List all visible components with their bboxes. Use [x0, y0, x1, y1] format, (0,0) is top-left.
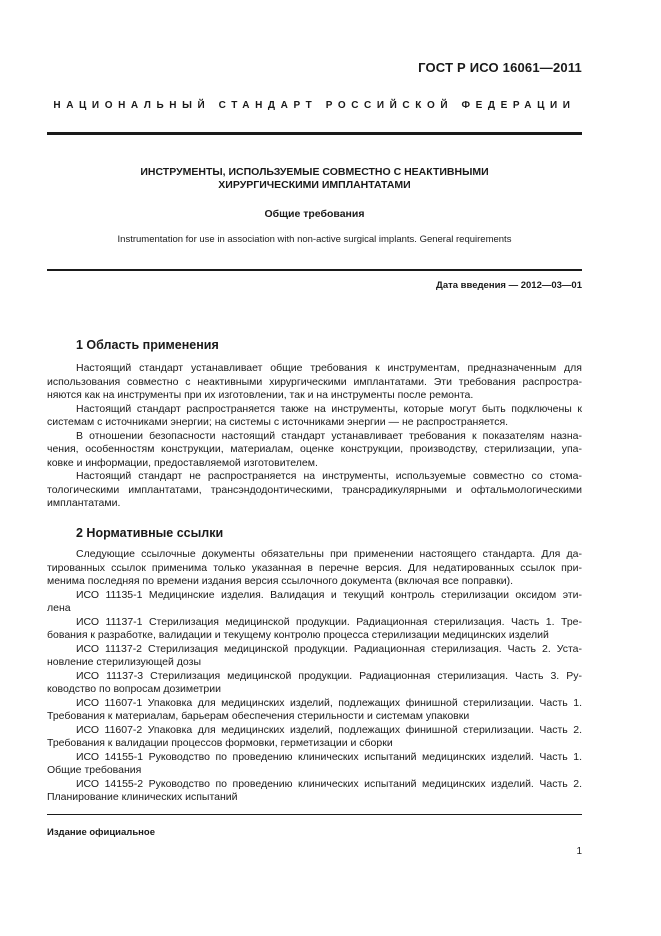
paragraph-line: ковке и информации, предоставляемой изготовителем.	[47, 456, 318, 469]
title-line-1: ИНСТРУМЕНТЫ, ИСПОЛЬЗУЕМЫЕ СОВМЕСТНО С НЕАКТИВНЫМИ	[140, 166, 489, 178]
paragraph-line: использования совместно с неактивными хирургическими имплантатами. Эти требования распростра-	[47, 375, 582, 388]
paragraph-line: В отношении безопасности настоящий стандарт устанавливает требования к показателям назна-	[76, 429, 582, 442]
page-number: 1	[576, 846, 582, 857]
header-divider	[47, 132, 582, 135]
section-1-heading: 1 Область применения	[76, 338, 219, 352]
paragraph-line: Настоящий стандарт распространяется также на инструменты, которые могут быть подключены к	[76, 402, 582, 415]
official-edition-label: Издание официальное	[47, 827, 155, 838]
paragraph-line: менима последняя по времени издания версия ссылочного документа (включая все поправки).	[47, 575, 514, 587]
section-2-body	[47, 548, 582, 805]
reference-line: ИСО 14155-2 Руководство по проведению клинических испытаний медицинских изделий. Часть 2.	[76, 777, 582, 790]
footer-divider	[47, 814, 582, 815]
reference-line: ИСО 11135-1 Медицинские изделия. Валидация и текущий контроль стерилизации оксидом эти-	[76, 588, 582, 601]
reference-line: ИСО 11137-3 Стерилизация медицинской продукции. Радиационная стерилизация. Часть 3. Ру-	[76, 669, 582, 682]
national-standard-heading: НАЦИОНАЛЬНЫЙ СТАНДАРТ РОССИЙСКОЙ ФЕДЕРАЦИИ	[53, 100, 576, 111]
introduction-date: Дата введения — 2012—03—01	[436, 280, 582, 291]
document-subtitle: Общие требования	[264, 208, 365, 220]
paragraph-line: чения, особенностям конструкции, материалам, оценке конструкции, производству, стерилизации, упа-	[47, 443, 582, 455]
reference-line: Требования к материалам, барьерам обеспечения стерильности и системам упаковки	[47, 710, 470, 722]
paragraph-line: тированных ссылок применима только указанная в перечне версия. Для недатированных ссылок при-	[47, 561, 582, 574]
title-divider	[47, 269, 582, 271]
reference-line: бования к разработке, валидации и текущему контролю процесса стерилизации медицинских изделий	[47, 629, 549, 641]
english-title: Instrumentation for use in association with non-active surgical implants. General requirements	[117, 234, 512, 245]
paragraph-line: системам с источниками энергии; на системы с источниками энергии — не распространяется.	[47, 416, 509, 428]
reference-line: ИСО 14155-1 Руководство по проведению клинических испытаний медицинских изделий. Часть 1.	[76, 750, 582, 763]
reference-line: Планирование клинических испытаний	[47, 791, 238, 803]
paragraph-line: Следующие ссылочные документы обязательны при применении настоящего стандарта. Для да-	[76, 548, 582, 560]
reference-line: Требования к валидации процессов формовки, герметизации и сборки	[47, 737, 393, 749]
document-title	[47, 166, 582, 192]
section-2-heading: 2 Нормативные ссылки	[76, 526, 224, 540]
reference-line: новление стерилизующей дозы	[47, 656, 202, 668]
reference-line: ководство по вопросам дозиметрии	[47, 683, 221, 695]
paragraph-line: имплантатами.	[47, 497, 121, 509]
paragraph-line: няются как на инструменты при их изготовлении, так и на инструменты после ремонта.	[47, 389, 474, 401]
paragraph-line: Настоящий стандарт не распространяется на инструменты, используемые совместно со стома-	[76, 470, 582, 482]
standard-number: ГОСТ Р ИСО 16061—2011	[418, 60, 582, 75]
reference-line: ИСО 11137-2 Стерилизация медицинской продукции. Радиационная стерилизация. Часть 2. Уста-	[76, 642, 582, 655]
reference-line: ИСО 11137-1 Стерилизация медицинской продукции. Радиационная стерилизация. Часть 1. Тре-	[76, 615, 582, 628]
title-line-2: ХИРУРГИЧЕСКИМИ ИМПЛАНТАТАМИ	[218, 179, 411, 191]
section-1-body	[47, 362, 582, 511]
paragraph-line: тологическими имплантатами, трансэндодонтическими, трансрадикулярными и офтальмологическими	[47, 483, 582, 496]
reference-line: Общие требования	[47, 764, 142, 776]
reference-line: ИСО 11607-2 Упаковка для медицинских изделий, подлежащих финишной стерилизации. Часть 2.	[76, 723, 582, 736]
paragraph-line: Настоящий стандарт устанавливает общие требования к инструментам, предназначенным для	[76, 362, 582, 374]
reference-line: лена	[47, 602, 71, 614]
reference-line: ИСО 11607-1 Упаковка для медицинских изделий, подлежащих финишной стерилизации. Часть 1.	[76, 696, 582, 709]
